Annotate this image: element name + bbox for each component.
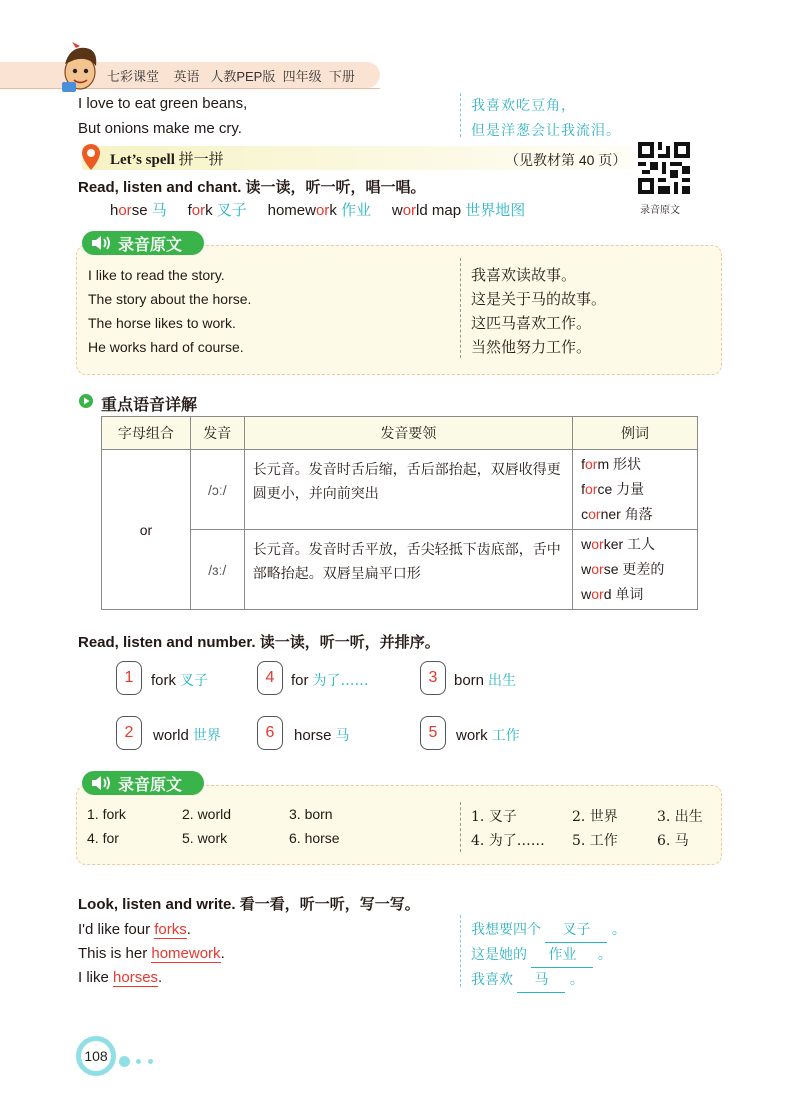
qr-code-icon[interactable] <box>638 142 690 194</box>
recording-1-english <box>88 263 251 359</box>
phonics-sound-cell: /ɔː/ <box>190 450 244 530</box>
recording-2-cn-item: 4. 为了…… <box>471 833 545 849</box>
recording-1-en-line: The story about the horse. <box>88 291 252 307</box>
qr-label: 录音原文 <box>640 205 680 216</box>
spell-instruction: Read, listen and chant. 读一读，听一听，唱一唱。 <box>78 178 426 196</box>
number-instruction: Read, listen and number. 读一读，听一听，并排序。 <box>78 633 440 651</box>
poem-line-1: I love to eat green beans, <box>78 95 248 112</box>
number-box[interactable]: 2 <box>116 716 142 750</box>
phonics-header-cell: 例词 <box>573 417 698 450</box>
cn-answer-blank: 马 <box>517 968 565 993</box>
speaker-icon <box>90 234 112 252</box>
spell-word: fork 叉子 <box>187 201 247 219</box>
phonics-tip-cell: 长元音。发音时舌平放，舌尖轻抵下齿底部，舌中部略抬起。双唇呈扁平口形 <box>244 530 572 610</box>
recording-2-item: 5. work <box>182 830 228 846</box>
number-word: horse 马 <box>294 727 350 744</box>
phonics-table <box>101 416 698 610</box>
phonics-letters-cell: or <box>102 450 191 610</box>
recording-1-en-line: The horse likes to work. <box>88 315 236 331</box>
recording-1-cn-line: 我喜欢读故事。 <box>471 266 577 284</box>
answer-blank[interactable]: forks <box>154 921 187 938</box>
spell-word: horse 马 <box>110 201 167 219</box>
spell-word-list <box>110 199 525 220</box>
example-word: force 力量 <box>581 481 645 498</box>
recording-2-cn-item: 1. 叉子 <box>471 809 517 825</box>
recording-2-divider <box>460 802 461 852</box>
phonics-example-cell <box>573 530 698 610</box>
phonics-tip-cell: 长元音。发音时舌后缩，舌后部抬起，双唇收得更圆更小，并向前突出 <box>244 450 572 530</box>
phonics-header-cell: 字母组合 <box>102 417 191 450</box>
phonics-title: 重点语音详解 <box>101 397 198 414</box>
poem-line-2: But onions make me cry. <box>78 120 242 137</box>
recording-2-item: 6. horse <box>289 830 340 846</box>
spell-title: Let’s spell 拼一拼 <box>110 150 224 168</box>
speaker-icon <box>90 774 112 792</box>
cn-answer-blank: 作业 <box>531 943 593 968</box>
recording-tag-2: 录音原文 <box>82 771 204 795</box>
number-box[interactable]: 3 <box>420 661 446 695</box>
recording-1-cn-line: 当然他努力工作。 <box>471 338 592 356</box>
mascot-icon <box>56 40 106 94</box>
phonics-header-cell: 发音要领 <box>244 417 572 450</box>
footer-dot <box>148 1059 153 1064</box>
answer-blank[interactable]: horses <box>113 969 159 986</box>
spell-word: world map 世界地图 <box>391 201 526 219</box>
spell-page-ref: （见教材第 40 页） <box>505 152 627 168</box>
recording-2-item: 2. world <box>182 806 232 822</box>
phonics-header-cell: 发音 <box>190 417 244 450</box>
cn-answer-blank: 叉子 <box>545 918 607 943</box>
number-word: world 世界 <box>153 727 221 744</box>
write-chinese-lines <box>471 918 626 993</box>
phonics-header-row <box>102 417 698 450</box>
number-word: for 为了…… <box>291 672 369 689</box>
recording-2-item: 1. fork <box>87 806 126 822</box>
recording-tag-1: 录音原文 <box>82 231 204 255</box>
write-instruction: Look, listen and write. 看一看，听一听，写一写。 <box>78 895 420 913</box>
header-title: 七彩课堂 英语 人教PEP版 四年级 下册 <box>107 69 355 84</box>
poem-cn-1: 我喜欢吃豆角， <box>471 98 576 114</box>
recording-1-cn-line: 这是关于马的故事。 <box>471 290 607 308</box>
page-number: 108 <box>76 1036 116 1076</box>
poem-cn-2: 但是洋葱会让我流泪。 <box>471 123 621 139</box>
recording-1-en-line: I like to read the story. <box>88 267 225 283</box>
recording-2-item: 3. born <box>289 806 333 822</box>
recording-box-2 <box>76 785 722 865</box>
number-word: fork 叉子 <box>151 672 209 689</box>
example-word: form 形状 <box>581 456 642 473</box>
answer-blank[interactable]: homework <box>151 945 221 962</box>
recording-1-cn-line: 这匹马喜欢工作。 <box>471 314 592 332</box>
write-cn-line: 这是她的 作业 。 <box>471 943 626 968</box>
write-line: I'd like four forks. <box>78 921 191 938</box>
example-word: word 单词 <box>581 586 644 603</box>
write-line: This is her homework. <box>78 945 225 962</box>
number-word: born 出生 <box>454 672 517 689</box>
number-box[interactable]: 4 <box>257 661 283 695</box>
write-cn-line: 我喜欢 马 。 <box>471 968 626 993</box>
number-box[interactable]: 1 <box>116 661 142 695</box>
number-box[interactable]: 6 <box>257 716 283 750</box>
footer-dot <box>119 1056 130 1067</box>
write-line: I like horses. <box>78 969 163 986</box>
recording-1-divider <box>460 258 461 358</box>
location-pin-icon <box>80 143 102 171</box>
recording-1-chinese <box>471 263 606 359</box>
footer-dot <box>136 1059 141 1064</box>
phonics-example-cell <box>573 450 698 530</box>
number-box[interactable]: 5 <box>420 716 446 750</box>
phonics-sound-cell: /ɜː/ <box>190 530 244 610</box>
poem-divider <box>460 93 461 137</box>
phonics-row <box>102 530 698 610</box>
spell-word: homework 作业 <box>267 201 371 219</box>
recording-2-cn-item: 6. 马 <box>657 833 689 849</box>
phonics-row <box>102 450 698 530</box>
example-word: corner 角落 <box>581 506 653 523</box>
play-circle-icon <box>78 393 94 409</box>
recording-2-cn-item: 3. 出生 <box>657 809 703 825</box>
write-divider <box>460 915 461 987</box>
example-word: worker 工人 <box>581 536 656 553</box>
example-word: worse 更差的 <box>581 561 665 578</box>
recording-2-cn-item: 5. 工作 <box>572 833 618 849</box>
recording-2-cn-item: 2. 世界 <box>572 809 618 825</box>
write-cn-line: 我想要四个 叉子 。 <box>471 918 626 943</box>
recording-2-item: 4. for <box>87 830 119 846</box>
recording-1-en-line: He works hard of course. <box>88 339 244 355</box>
number-word: work 工作 <box>456 727 520 744</box>
write-english-lines <box>78 918 225 990</box>
